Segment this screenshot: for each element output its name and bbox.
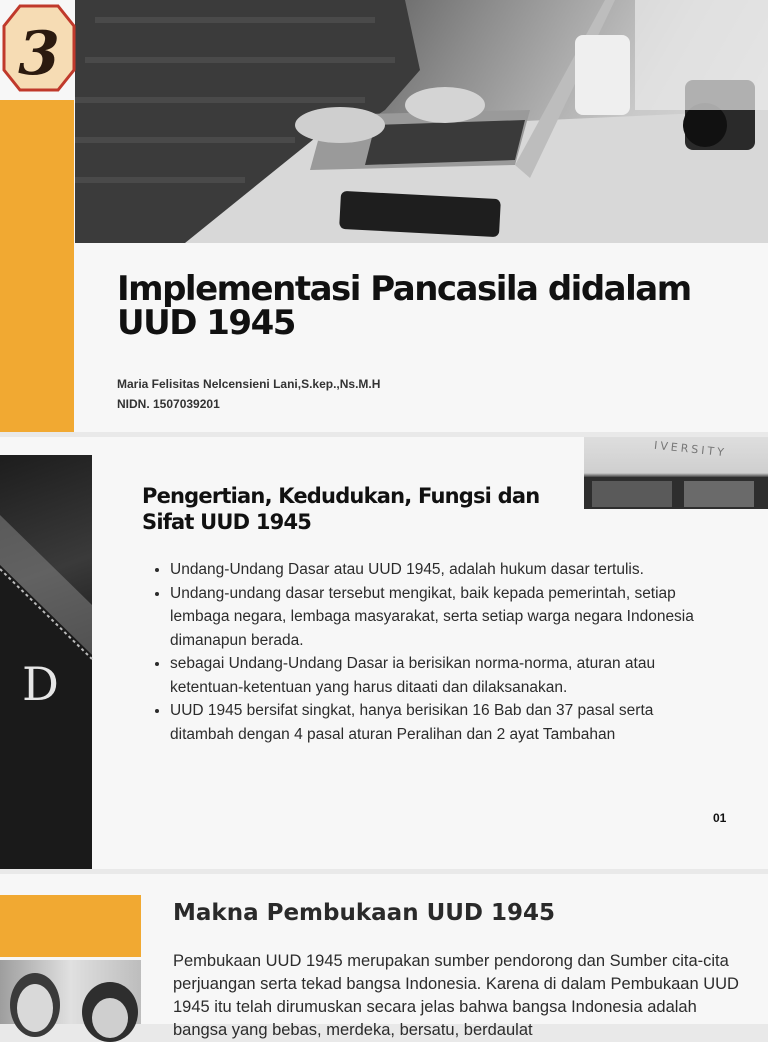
accent-bar [0, 100, 74, 432]
definition-list [153, 558, 710, 746]
body-paragraph: Pembukaan UUD 1945 merupakan sumber pendorong dan Sumber cita-cita perjuangan serta tekad bangsa Indonesia. Karena di dalam Pembukaan UUD 1945 itu telah dirumuskan secara jelas bahwa bangsa Indonesia adalah bangsa yang bebas, merdeka, bersatu, berdaulat [173, 952, 739, 1039]
author-name: Maria Felisitas Nelcensieni Lani,S.kep.,Ns.M.H [117, 377, 381, 391]
book-letter: D [22, 657, 59, 711]
people-illustration [0, 960, 141, 1024]
book-photo-illustration [0, 455, 92, 869]
author-nidn: NIDN. 1507039201 [117, 397, 220, 411]
laptop-photo [75, 0, 768, 243]
octagon-badge-icon [2, 4, 76, 94]
building-sign: IVERSITY [653, 438, 728, 460]
page-number: 01 [713, 811, 727, 825]
people-photo [0, 960, 141, 1024]
badge-number: 3 [18, 19, 60, 89]
list-item: • sebagai Undang-Undang Dasar ia berisikan norma-norma, aturan atau ketentuan-ketentuan yang harus ditaati dan dilaksanakan. [170, 652, 710, 699]
list-item: • Undang-undang dasar tersebut mengikat, baik kepada pemerintah, setiap lembaga negara, lembaga masyarakat, serta setiap warga negara Indonesia dimanapun berada. [170, 582, 710, 653]
title-slide [0, 0, 768, 432]
university-building-photo [584, 437, 768, 509]
list-item: • UUD 1945 bersifat singkat, hanya berisikan 16 Bab dan 37 pasal serta ditambah dengan 4 pasal aturan Peralihan dan 2 ayat Tambahan [170, 699, 710, 746]
section-title: Makna Pembukaan UUD 1945 [173, 900, 556, 926]
list-item: • Undang-Undang Dasar atau UUD 1945, adalah hukum dasar tertulis. [170, 558, 710, 582]
definition-slide [0, 437, 768, 869]
preamble-slide [0, 874, 768, 1039]
section-title: Pengertian, Kedudukan, Fungsi dan Sifat UUD 1945 [142, 484, 540, 534]
accent-block [0, 895, 141, 957]
author-block [117, 374, 380, 414]
book-photo [0, 455, 92, 869]
laptop-photo-illustration [75, 0, 768, 243]
building-illustration [584, 437, 768, 509]
number-badge [2, 4, 76, 94]
slide-title: Implementasi Pancasila didalam UUD 1945 [117, 269, 691, 343]
